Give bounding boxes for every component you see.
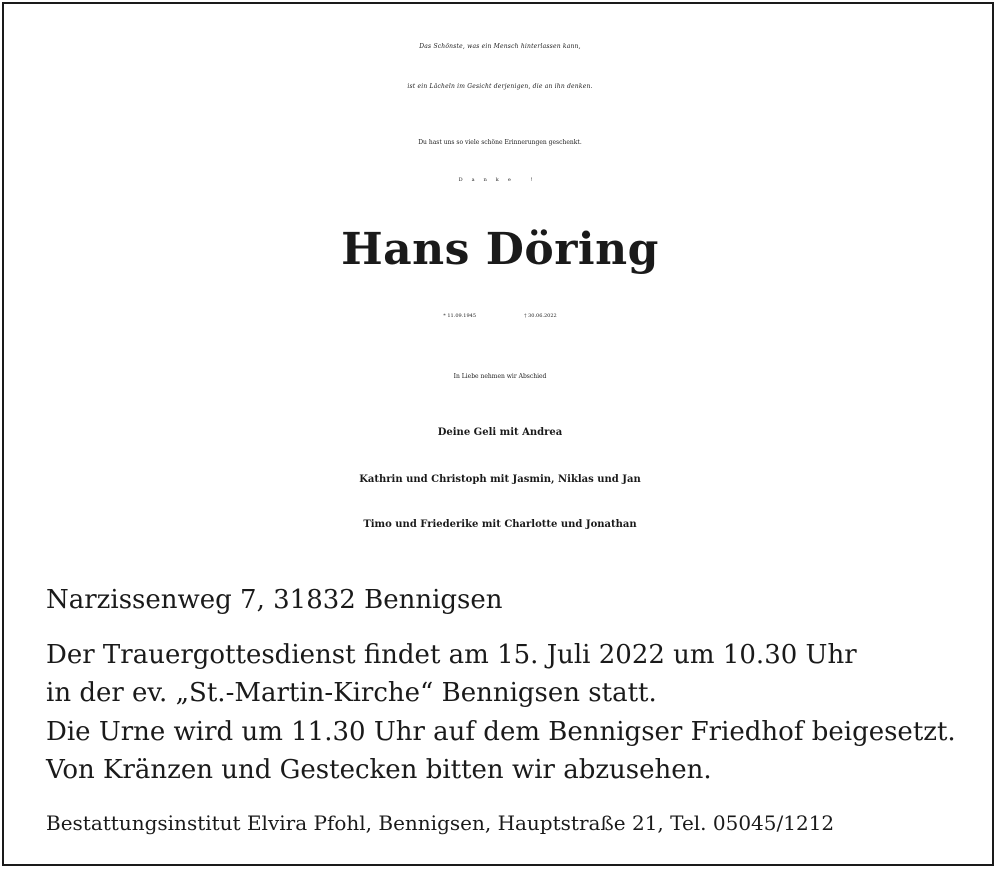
service-line-4: Von Kränzen und Gestecken bitten wir abzusehen.	[46, 755, 712, 785]
thanks-text: Danke !	[458, 177, 542, 183]
family-line-2: Kathrin und Christoph mit Jasmin, Niklas und Jan	[359, 474, 641, 485]
death-date: † 30.06.2022	[524, 313, 557, 319]
life-dates	[0, 314, 1000, 319]
family-address: Narzissenweg 7, 31832 Bennigsen	[46, 585, 503, 615]
birth-date: * 11.09.1945	[443, 313, 476, 319]
service-line-1: Der Trauergottesdienst findet am 15. Juli 2022 um 10.30 Uhr	[46, 640, 857, 670]
farewell-line: In Liebe nehmen wir Abschied	[453, 373, 547, 380]
funeral-home-info: Bestattungsinstitut Elvira Pfohl, Bennigsen, Hauptstraße 21, Tel. 05045/1212	[46, 811, 835, 835]
service-line-3: Die Urne wird um 11.30 Uhr auf dem Bennigser Friedhof beigesetzt.	[46, 717, 956, 747]
quote-line-1: Das Schönste, was ein Mensch hinterlassen kann,	[419, 43, 581, 50]
service-line-2: in der ev. „St.-Martin-Kirche“ Bennigsen statt.	[46, 678, 657, 708]
family-line-3: Timo und Friederike mit Charlotte und Jonathan	[363, 519, 637, 530]
quote-line-2: ist ein Lächeln im Gesicht derjenigen, die an ihn denken.	[407, 83, 593, 90]
family-line-1: Deine Geli mit Andrea	[437, 427, 563, 438]
memories-line: Du hast uns so viele schöne Erinnerungen geschenkt.	[418, 139, 582, 146]
deceased-name: Hans Döring	[341, 224, 659, 275]
